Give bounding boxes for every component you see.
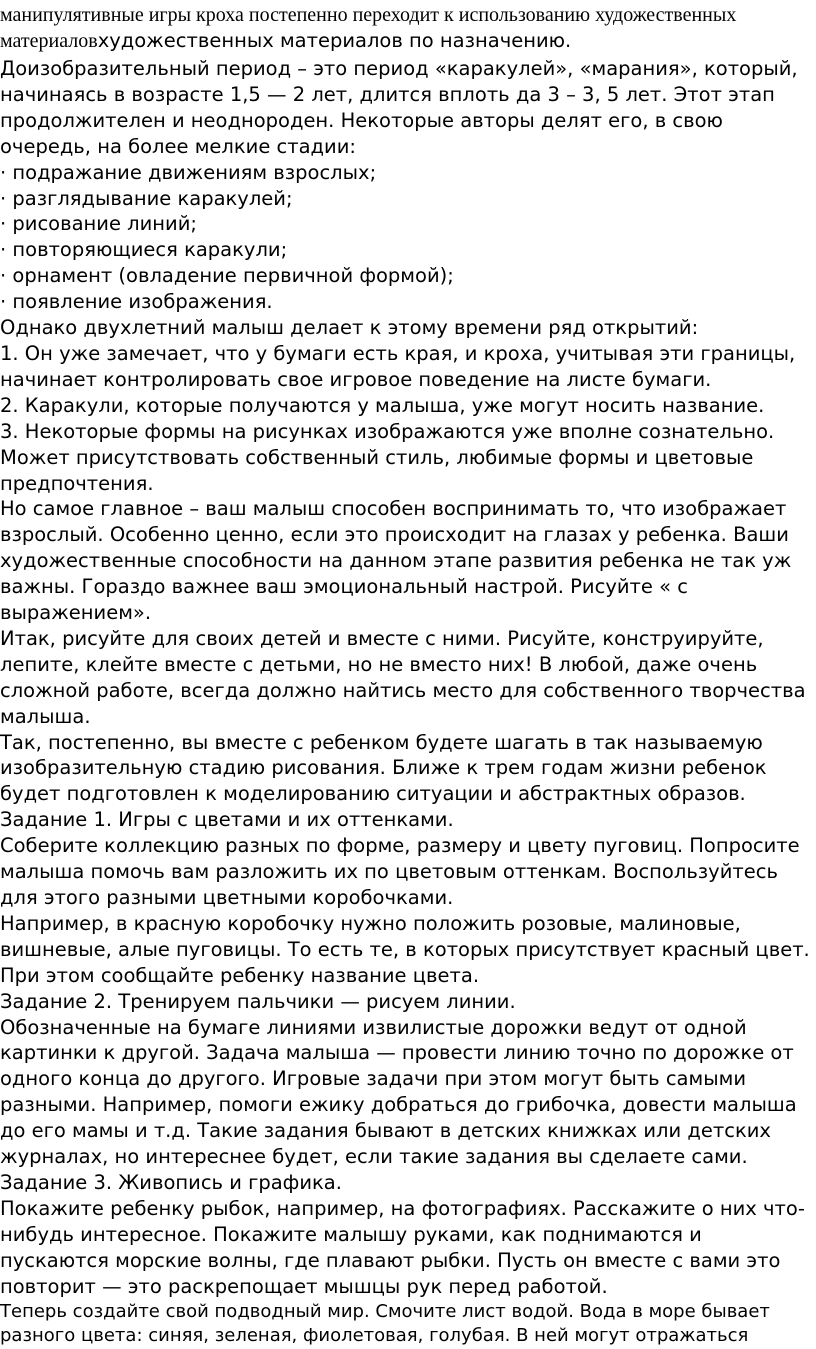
list-item-stage: · рисование линий;	[0, 212, 197, 236]
paragraph-task-1: Соберите коллекцию разных по форме, размеру и цвету пуговиц. Попросите малыша помочь вам разложить их по цветовым оттенкам. Воспользуйтесь для этого разными цветными коробочками.	[0, 834, 800, 909]
text-line-mixed	[0, 28, 812, 56]
paragraph-stage-transition: Так, постепенно, вы вместе с ребенком будете шагать в так называемую изобразительную стадию рисования. Ближе к трем годам жизни ребенок будет подготовлен к моделированию ситуации и абстрактных образов.	[0, 730, 767, 806]
paragraph-style: Может присутствовать собственный стиль, любимые формы и цветовые предпочтения.	[0, 445, 754, 495]
numbered-item: 2. Каракули, которые получаются у малыша, уже могут носить название.	[0, 393, 765, 417]
paragraph-intro-period: Доизобразительный период – это период «каракулей», «марания», который, начинаясь в возрасте 1,5 — 2 лет, длится вплоть да 3 – 3, 5 лет. Этот этап продолжителен и неоднороден. Некоторые авторы делят его, в свою очередь, на более мелкие стадии:	[0, 57, 798, 158]
list-item-stage: · орнамент (овладение первичной формой);	[0, 264, 454, 288]
text-line-top: манипулятивные игры кроха постепенно переходит к использованию художественных	[0, 4, 737, 26]
text-fragment-sans: художественных материалов по назначению.	[97, 29, 572, 52]
paragraph-task-1-example: Например, в красную коробочку нужно положить розовые, малиновые, вишневые, алые пуговицы. То есть те, в которых присутствует красный цвет. При этом сообщайте ребенку название цвета.	[0, 911, 810, 987]
paragraph-main-point: Но самое главное – ваш малыш способен воспринимать то, что изображает взрослый. Особенно ценно, если это происходит на глазах у ребенка. Ваши художественные способности на данном этапе развития ребенка не так уж важны. Гораздо важнее ваш эмоциональный настрой. Рисуйте « с выражением».	[0, 497, 792, 625]
task-heading-2: Задание 2. Тренируем пальчики — рисуем линии.	[0, 989, 516, 1013]
text-fragment-serif: материалов	[0, 30, 98, 52]
list-item-stage: · появление изображения.	[0, 290, 273, 314]
task-heading-3: Задание 3. Живопись и графика.	[0, 1170, 342, 1194]
list-item-stage: · повторяющиеся каракули;	[0, 238, 288, 262]
numbered-item: 3. Некоторые формы на рисунках изображаются уже вполне сознательно.	[0, 419, 775, 443]
numbered-item: 1. Он уже замечает, что у бумаги есть края, и кроха, учитывая эти границы, начинает контролировать свое игровое поведение на листе бумаги.	[0, 341, 796, 391]
list-item-stage: · подражание движениям взрослых;	[0, 160, 377, 184]
task-heading-1: Задание 1. Игры с цветами и их оттенками.	[0, 808, 454, 832]
paragraph-task-3: Покажите ребенку рыбок, например, на фотографиях. Расскажите о них что-нибудь интересное. Покажите малышу руками, как поднимаются и пускаются морские волны, где плавают рыбки. Пусть он вместе с вами это повторит — это раскрепощает мышцы рук перед работой.	[0, 1196, 805, 1298]
paragraph-draw-together: Итак, рисуйте для своих детей и вместе с ними. Рисуйте, конструируйте, лепите, клейте вместе с детьми, но не вместо них! В любой, даже очень сложной работе, всегда должно найтись место для собственного творчества малыша.	[0, 626, 806, 728]
list-item-stage: · разглядывание каракулей;	[0, 186, 293, 210]
paragraph-task-2: Обозначенные на бумаге линиями извилистые дорожки ведут от одной картинки к другой. Задача малыша — провести линию точно по дорожке от одного конца до другого. Игровые задачи при этом могут быть самыми разными. Например, помоги ежику добраться до грибочка, довести малыша до его мамы и т.д. Такие задания бывают в детских книжках или детских журналах, но интереснее будет, если такие задания вы сделаете сами.	[0, 1015, 797, 1169]
paragraph-underwater-world: Теперь создайте свой подводный мир. Смочите лист водой. Вода в море бывает разного цвета: синяя, зеленая, фиолетовая, голубая. В ней могут отражаться	[0, 1300, 770, 1346]
paragraph-discoveries: Однако двухлетний малыш делает к этому времени ряд открытий:	[0, 316, 699, 340]
